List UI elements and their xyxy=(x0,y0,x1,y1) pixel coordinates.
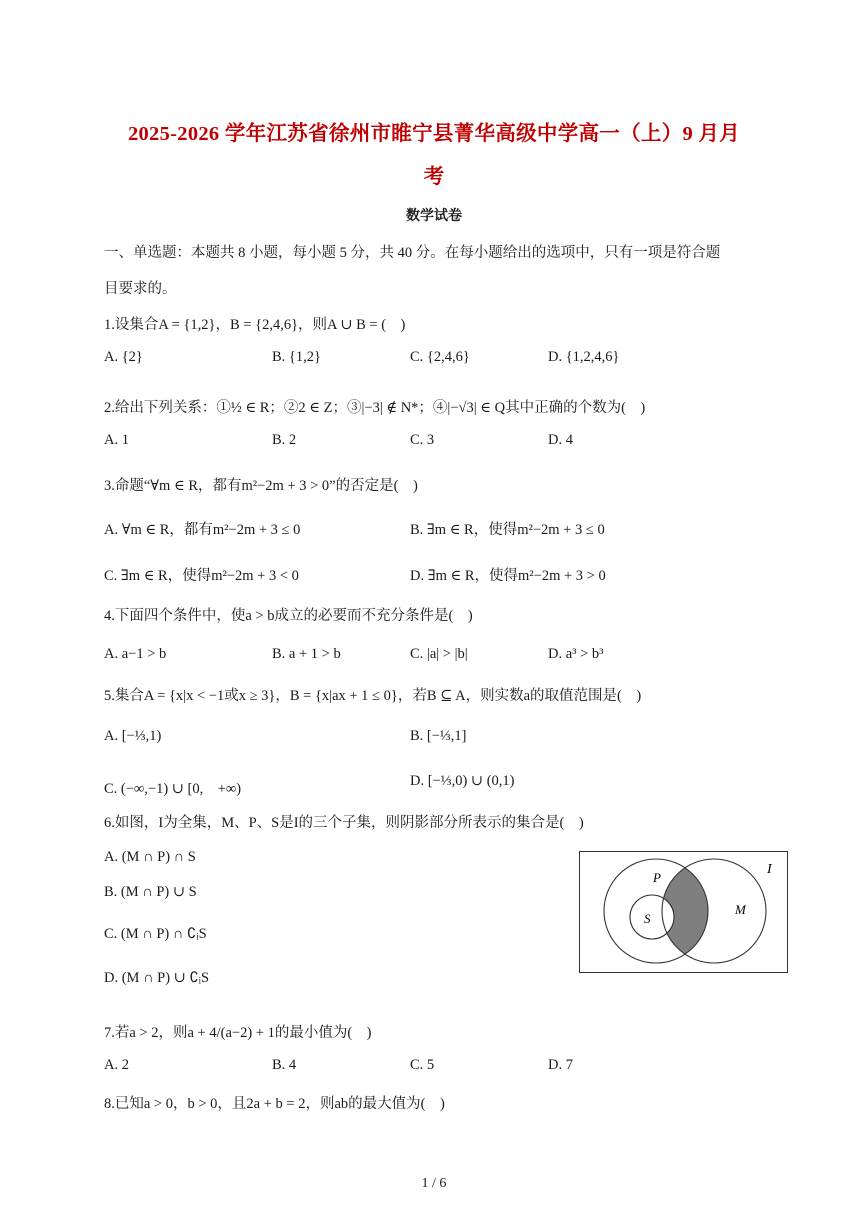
question-6-option-c: C. (M ∩ P) ∩ ∁ᵢS xyxy=(104,926,207,942)
question-4-option-c: C. |a| > |b| xyxy=(410,646,468,662)
question-1-option-c: C. {2,4,6} xyxy=(410,349,470,365)
question-5-stem: 5.集合A = {x|x < −1或x ≥ 3}，B = {x|ax + 1 ≤ 0}，若B ⊆ A，则实数a的取值范围是( ) xyxy=(104,688,642,704)
question-1-option-d: D. {1,2,4,6} xyxy=(548,349,620,365)
question-5-option-c: C. (−∞,−1) ∪ [0, +∞) xyxy=(104,781,242,797)
question-4-option-b: B. a + 1 > b xyxy=(272,646,341,662)
page-number: 1 / 6 xyxy=(421,1176,447,1191)
question-2-option-a: A. 1 xyxy=(104,432,129,448)
question-5-option-d: D. [−⅓,0) ∪ (0,1) xyxy=(410,773,515,789)
question-3-option-d: D. ∃m ∈ R，使得m²−2m + 3 > 0 xyxy=(410,568,606,584)
venn-diagram xyxy=(579,851,788,973)
document-subtitle: 数学试卷 xyxy=(406,209,462,224)
question-1-option-b: B. {1,2} xyxy=(272,349,321,365)
question-3-option-c: C. ∃m ∈ R，使得m²−2m + 3 < 0 xyxy=(104,568,299,584)
question-7-stem: 7.若a > 2，则a + 4/(a−2) + 1的最小值为( ) xyxy=(104,1025,372,1041)
question-2-stem: 2.给出下列关系：①½ ∈ R；②2 ∈ Z；③|−3| ∉ N*；④|−√3| ∈ Q其中正确的个数为( ) xyxy=(104,400,646,416)
question-1-stem: 1.设集合A = {1,2}，B = {2,4,6}，则A ∪ B = ( ) xyxy=(104,317,406,333)
document-title-line1: 2025-2026 学年江苏省徐州市睢宁县菁华高级中学高一（上）9 月月 xyxy=(127,123,741,145)
question-6-option-d: D. (M ∩ P) ∪ ∁ᵢS xyxy=(104,970,210,986)
question-6-option-b: B. (M ∩ P) ∪ S xyxy=(104,884,197,900)
question-3-stem: 3.命题“∀m ∈ R，都有m²−2m + 3 > 0”的否定是( ) xyxy=(104,478,418,494)
question-7-option-c: C. 5 xyxy=(410,1057,435,1073)
question-6-option-a: A. (M ∩ P) ∩ S xyxy=(104,849,196,865)
question-4-option-d: D. a³ > b³ xyxy=(548,646,604,662)
question-5-option-a: A. [−⅓,1) xyxy=(104,728,162,744)
question-3-option-b: B. ∃m ∈ R，使得m²−2m + 3 ≤ 0 xyxy=(410,522,605,538)
venn-label-s: S xyxy=(644,911,651,926)
question-8-stem: 8.已知a > 0，b > 0，且2a + b = 2，则ab的最大值为( ) xyxy=(104,1096,445,1112)
section-instructions-line2: 目要求的。 xyxy=(104,281,177,297)
question-4-option-a: A. a−1 > b xyxy=(104,646,167,662)
question-7-option-b: B. 4 xyxy=(272,1057,297,1073)
venn-label-i: I xyxy=(767,862,772,877)
question-4-stem: 4.下面四个条件中，使a > b成立的必要而不充分条件是( ) xyxy=(104,608,473,624)
question-7-option-a: A. 2 xyxy=(104,1057,129,1073)
section-instructions-line1: 一、单选题：本题共 8 小题，每小题 5 分，共 40 分。在每小题给出的选项中，只有一项是符合题 xyxy=(104,245,721,261)
question-6-stem: 6.如图，I为全集，M、P、S是I的三个子集，则阴影部分所表示的集合是( ) xyxy=(104,815,584,831)
venn-label-p: P xyxy=(653,870,661,885)
question-2-option-c: C. 3 xyxy=(410,432,435,448)
venn-label-m: M xyxy=(735,902,746,917)
question-5-option-b: B. [−⅓,1] xyxy=(410,728,467,744)
question-7-option-d: D. 7 xyxy=(548,1057,573,1073)
question-2-option-b: B. 2 xyxy=(272,432,297,448)
question-2-option-d: D. 4 xyxy=(548,432,573,448)
question-3-option-a: A. ∀m ∈ R，都有m²−2m + 3 ≤ 0 xyxy=(104,522,301,538)
document-title-line2: 考 xyxy=(423,166,445,188)
question-1-option-a: A. {2} xyxy=(104,349,143,365)
